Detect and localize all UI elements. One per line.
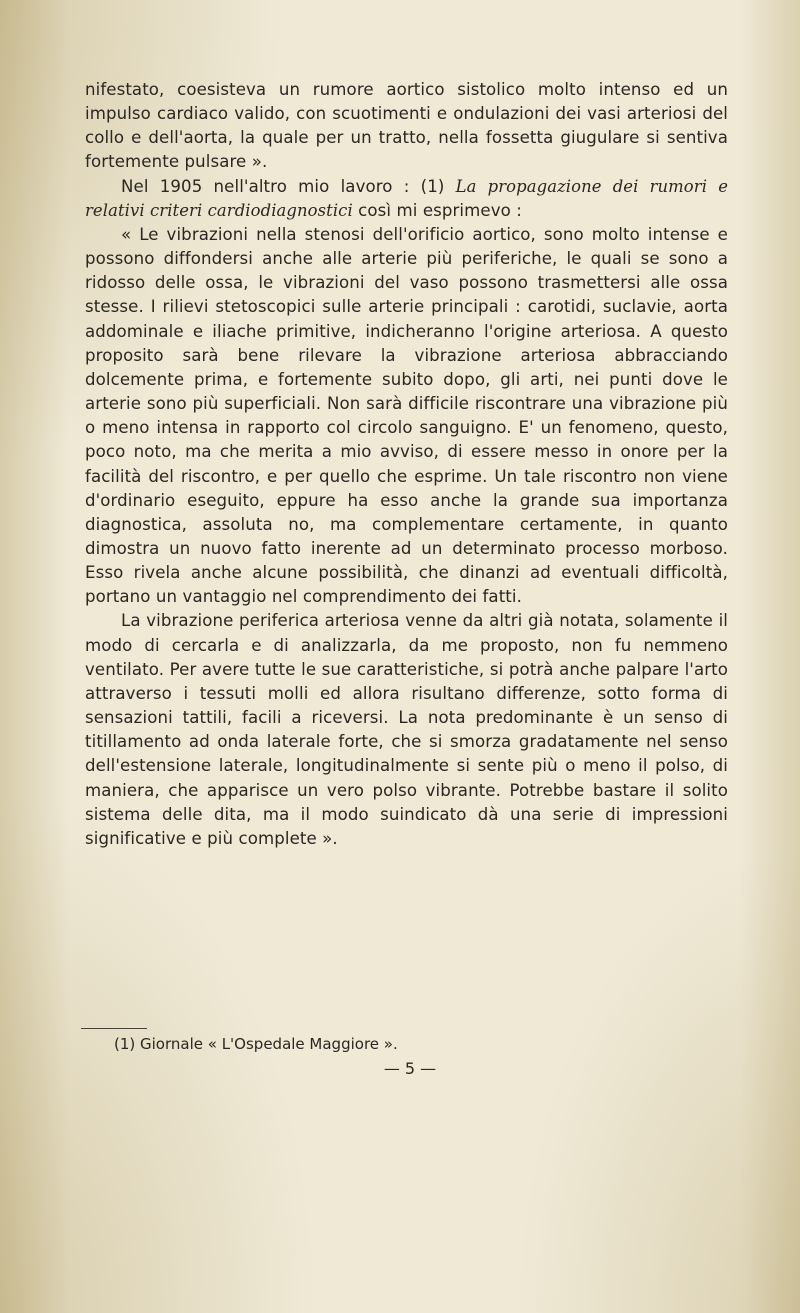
paragraph-1905-end: così mi esprimevo : [352,200,522,220]
paragraph-vibration: La vibrazione periferica arteriosa venne da altri già notata, solamente il modo di cercarla e di analizzarla, da me proposto, non fu nemmeno ventilato. Per avere tutte le sue caratteristiche, si potrà anche palpare l'arto attraverso i tessuti molli ed allora risultano differenze, sotto forma di sensazioni tattili, facili a riceversi. La nota predominante è un senso di titillamento ad onda laterale forte, che si smorza gradatamente nel senso dell'estensione laterale, longitudinalmente si sente più o meno il polso, di maniera, che apparisce un vero polso vibrante. Potrebbe bastare il solito sistema delle dita, ma il modo suindicato dà una serie di impressioni significative e più complete ». [85,611,728,848]
footnote-rule [81,1028,147,1029]
footnote: (1) Giornale « L'Ospedale Maggiore ». [114,1035,398,1053]
paragraph-quote: « Le vibrazioni nella stenosi dell'orificio aortico, sono molto intense e possono diffondersi anche alle arterie più periferiche, le quali se sono a ridosso delle ossa, le vibrazioni del vaso possono trasmettersi alle ossa stesse. I rilievi stetoscopici sulle arterie principali : carotidi, suclavie, aorta addominale e iliache primitive, indicheranno l'origine arteriosa. A questo proposito sarà bene rilevare la vibrazione arteriosa abbracciando dolcemente prima, e fortemente subito dopo, gli arti, nei punti dove le arterie sono più superficiali. Non sarà difficile riscontrare una vibrazione più o meno intensa in rapporto col circolo sanguigno. E' un fenomeno, questo, poco noto, ma che merita a mio avviso, di essere messo in onore per la facilità del riscontro, e per quello che esprime. Un tale riscontro non viene d'ordinario eseguito, eppure ha esso anche la grande sua importanza diagnostica, assoluta no, ma complementare certamente, in quanto dimostra un nuovo fatto inerente ad un determinato processo morboso. Esso rivela anche alcune possibilità, che dinanzi ad eventuali difficoltà, portano un vantaggio nel comprendimento dei fatti. [85,224,728,607]
cited-work-title: La propagazione dei rumori e relativi criteri cardiodiagnostici [85,176,728,220]
paragraph-1905-start: Nel 1905 nell'altro mio lavoro : (1) [121,176,456,196]
page-number: — 5 — [383,1059,437,1078]
paragraph-continuation: nifestato, coesisteva un rumore aortico sistolico molto intenso ed un impulso cardiaco valido, con scuotimenti e ondulazioni dei vasi arteriosi del collo e dell'aorta, la quale per un tratto, nella fossetta giugulare si sentiva fortemente pulsare ». [85,80,728,172]
body-text [85,78,728,851]
paragraph-1905 [85,175,728,223]
